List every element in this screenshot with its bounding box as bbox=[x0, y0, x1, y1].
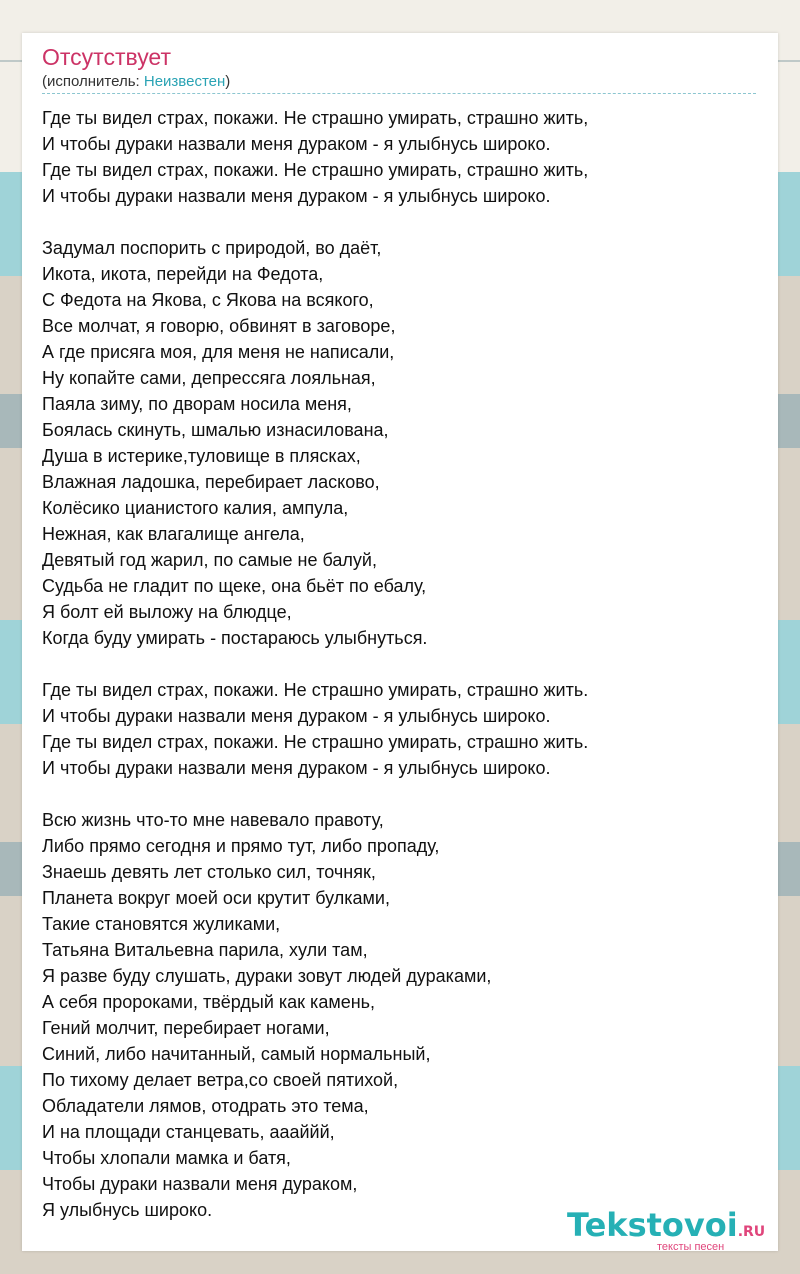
artist-line bbox=[42, 73, 230, 91]
lyric-line: А себя пророками, твёрдый как камень, bbox=[42, 992, 376, 1012]
lyric-line: Все молчат, я говорю, обвинят в заговоре, bbox=[42, 316, 396, 336]
lyric-line: Такие становятся жуликами, bbox=[42, 914, 281, 934]
lyric-line: И чтобы дураки назвали меня дураком - я улыбнусь широко. bbox=[42, 758, 551, 778]
lyric-line: Синий, либо начитанный, самый нормальный, bbox=[42, 1044, 431, 1064]
lyric-line: Я разве буду слушать, дураки зовут людей дураками, bbox=[42, 966, 492, 986]
lyric-line: Я болт ей выложу на блюдце, bbox=[42, 602, 292, 622]
lyric-line: Где ты видел страх, покажи. Не страшно умирать, страшно жить. bbox=[42, 732, 589, 752]
lyric-line: Влажная ладошка, перебирает ласково, bbox=[42, 472, 380, 492]
logo-domain: .RU bbox=[737, 1224, 766, 1240]
lyrics-text bbox=[42, 105, 762, 1223]
lyric-line: Где ты видел страх, покажи. Не страшно умирать, страшно жить. bbox=[42, 680, 589, 700]
lyric-line: Планета вокруг моей оси крутит булками, bbox=[42, 888, 390, 908]
lyric-line: Икота, икота, перейди на Федота, bbox=[42, 264, 324, 284]
lyric-line: И чтобы дураки назвали меня дураком - я улыбнусь широко. bbox=[42, 186, 551, 206]
artist-prefix: (исполнитель: bbox=[42, 73, 144, 90]
lyric-line: Ну копайте сами, депрессяга лояльная, bbox=[42, 368, 376, 388]
logo-tagline: тексты песен bbox=[657, 1241, 725, 1253]
lyric-line bbox=[42, 781, 762, 807]
lyric-line: Боялась скинуть, шмалью изнасилована, bbox=[42, 420, 389, 440]
lyric-line: Паяла зиму, по дворам носила меня, bbox=[42, 394, 352, 414]
lyric-line: Татьяна Витальевна парила, хули там, bbox=[42, 940, 368, 960]
lyric-line: Чтобы хлопали мамка и батя, bbox=[42, 1148, 291, 1168]
lyric-line: Судьба не гладит по щеке, она бьёт по ебалу, bbox=[42, 576, 427, 596]
artist-link[interactable]: Неизвестен bbox=[143, 73, 226, 90]
logo-name: Tekstovoi bbox=[567, 1206, 738, 1244]
site-logo[interactable] bbox=[567, 1207, 777, 1251]
lyric-line: Колёсико цианистого калия, ампула, bbox=[42, 498, 349, 518]
lyric-line: С Федота на Якова, с Якова на всякого, bbox=[42, 290, 374, 310]
lyric-line: Где ты видел страх, покажи. Не страшно умирать, страшно жить, bbox=[42, 160, 589, 180]
lyric-line: А где присяга моя, для меня не написали, bbox=[42, 342, 395, 362]
lyric-line: Когда буду умирать - постараюсь улыбнуться. bbox=[42, 628, 428, 648]
lyric-line: Обладатели лямов, отодрать это тема, bbox=[42, 1096, 369, 1116]
lyric-line: По тихому делает ветра,со своей пятихой, bbox=[42, 1070, 399, 1090]
lyric-line: Знаешь девять лет столько сил, точняк, bbox=[42, 862, 376, 882]
lyric-line: И на площади станцевать, аааййй, bbox=[42, 1122, 335, 1142]
lyric-line: Задумал поспорить с природой, во даёт, bbox=[42, 238, 382, 258]
dashed-divider bbox=[42, 93, 756, 94]
lyric-line: Нежная, как влагалище ангела, bbox=[42, 524, 305, 544]
lyric-line: Где ты видел страх, покажи. Не страшно умирать, страшно жить, bbox=[42, 108, 589, 128]
lyric-line: Гений молчит, перебирает ногами, bbox=[42, 1018, 330, 1038]
lyrics-card bbox=[22, 33, 778, 1251]
lyric-line: Либо прямо сегодня и прямо тут, либо пропаду, bbox=[42, 836, 440, 856]
lyric-line: Душа в истерике,туловище в плясках, bbox=[42, 446, 361, 466]
lyric-line: Чтобы дураки назвали меня дураком, bbox=[42, 1174, 358, 1194]
lyric-line bbox=[42, 209, 762, 235]
lyric-line: И чтобы дураки назвали меня дураком - я улыбнусь широко. bbox=[42, 134, 551, 154]
lyric-line: Девятый год жарил, по самые не балуй, bbox=[42, 550, 377, 570]
lyric-line: И чтобы дураки назвали меня дураком - я улыбнусь широко. bbox=[42, 706, 551, 726]
artist-suffix: ) bbox=[225, 73, 231, 90]
song-title: Отсутствует bbox=[42, 44, 171, 70]
lyric-line: Всю жизнь что-то мне навевало правоту, bbox=[42, 810, 384, 830]
lyric-line bbox=[42, 651, 762, 677]
lyric-line: Я улыбнусь широко. bbox=[42, 1200, 213, 1220]
